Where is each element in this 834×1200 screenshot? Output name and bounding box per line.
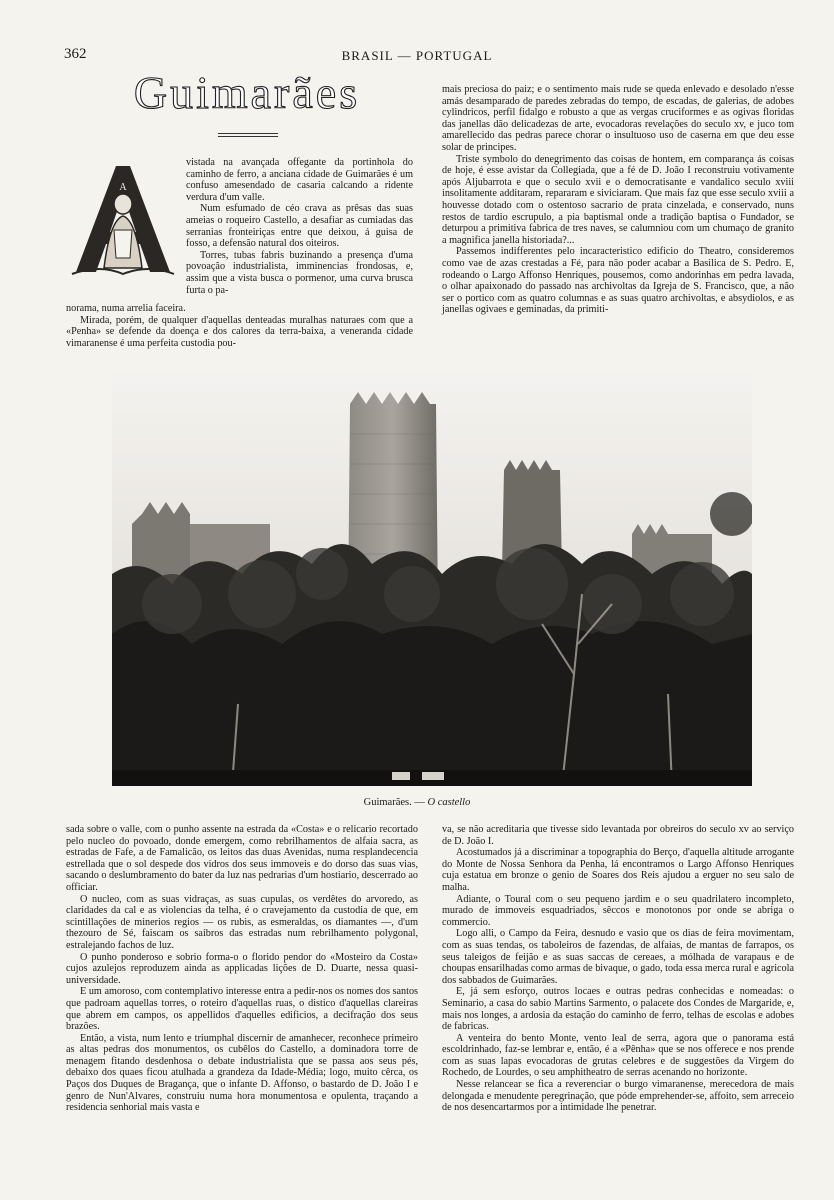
right-column-top (442, 84, 794, 316)
intro-text-wrapped (186, 157, 413, 296)
paragraph: Passemos indifferentes pelo incaracteristico edificio do Theatro, consideremos como vae de azas crestadas a Fé, para não poder acabar a Basilica de S. Pedro. E, rodeando o Largo Affonso Henriques, pousemos, como andorinhas em pedra lavada, o olhar apaixonado do passado nas archivoltas da Igreja de S. Francisco, que, a não ser o portico com as quatro columnas e as suas quatro archivoltas, e absydiolos, e as janellas ogivaes e geminadas, da primiti- (442, 246, 794, 316)
paragraph: Triste symbolo do denegrimento das coisas de hontem, em comparança ás coisas de hoje, é esse avistar da Collegiada, que a fé de D. João I reconstruiu votivamente após Aljubarrota e que o seculo xvii e o democratisante e vandalico seculo xviii insolitamente additaram, repararam e siviciaram. Que mais faz que esse seculo xviii a houvesse dotado com o ostentoso sacrario de prata cinzelada, e conservado, nuns restos de tardio escrupulo, a pia baptismal onde a tradição baptisa o Fundador, se deturpou a primitiva fabrica de tres naves, se calumniou com um chumaço de granito a magnifica janella historiada?... (442, 153, 794, 246)
paragraph: Num esfumado de céo crava as prêsas das suas ameias o roqueiro Castello, a desafiar as cumiadas das serranias fronteiriças entre que deixou, á guisa de fosso, a defensão natural dos oiteiros. (186, 203, 413, 250)
paragraph: sada sobre o valle, com o punho assente na estrada da «Costa» e o relicario recortado pelo nucleo do povoado, donde emergem, como rebrilhamentos de alfaia sacra, as estradas de Fafe, a de Famalicão, os leitos das duas Avenidas, numa resplandecencia estrellada que o sol despede dos vidros dos seus immoveis e do dorso das suas vias, sacando o deslumbramento do bater da luz nas pedrarias d'um hostiario, descerrado ao officiar. (66, 824, 418, 893)
paragraph: va, se não acreditaria que tivesse sido levantada por obreiros do seculo xv ao serviço de D. João I. (442, 824, 794, 847)
page-number: 362 (64, 46, 87, 62)
paragraph: O nucleo, com as suas vidraças, as suas cupulas, os verdêtes do arvoredo, as claridades da cal e as violencias da telha, é o cravejamento da custodia de que, em scintillações de minerios regios — os rubis, as esmeraldas, os diamantes —, d'um thezouro de Sé, faiscam os saibros das estradas num rebrilhamento polygonal, estralejando fachos de luz. (66, 893, 418, 951)
paragraph: Adiante, o Toural com o seu pequeno jardim e o seu quadrilatero incompleto, murado de immoveis esquadriados, sêccos e monotonos por onde se abriga o commercio. (442, 893, 794, 928)
paragraph: Então, a vista, num lento e triumphal discernir de amanhecer, reconhece primeiro as altas pedras dos monumentos, os cubêlos do Castello, a dominadora torre de menagem fitando desdenhosa o debate industrialista que se passa aos seus pés, debaixo dos quaes ficou atulhada a grandeza da Idade-Média; logo, muito cêrca, os Paços dos Duques de Bragança, que o infante D. Affonso, o bastardo de D. João I e genro de Nun'Alvares, construiu numa hora monumentosa e opulenta, traçando a residencia senhorial mais vasta e (66, 1032, 418, 1114)
running-header: BRASIL — PORTUGAL (341, 48, 493, 63)
caption-place: Guimarães. — (363, 797, 425, 808)
paragraph: O punho ponderoso e sobrio forma-o o florido pendor do «Mosteiro da Costa» cujos azulejos reproduzem ainda as applicadas lições de D. Duarte, nessa quasi-universidade. (66, 951, 418, 986)
right-column-bottom (442, 824, 794, 1114)
paragraph: Mirada, porém, de qualquer d'aquellas denteadas muralhas naturaes com que a «Penha» se defende da doença e dos calores da terra-baixa, a veneranda cidade vimaranense é uma perfeita custodia pou- (66, 314, 413, 349)
castle-photograph (112, 374, 752, 786)
drop-cap-illustration (70, 160, 176, 280)
title-divider (218, 133, 278, 137)
intro-text-continued (66, 303, 413, 349)
paragraph: Acostumados já a discriminar a topographia do Berço, d'aquella altitude arrogante do Monte de Nossa Senhora da Penha, lá encontramos o Largo Affonso Henriques cuja estatua em bronze o genio de Soares dos Reis ajudou a erguer no seu salo de malha. (442, 847, 794, 893)
paragraph: E um amoroso, com contemplativo interesse entra a pedir-nos os nomes dos santos que padroam aquellas torres, o roteiro d'aquellas ruas, o distico d'aquellas clareiras que abrem em campos, os appellidos d'aquelles edificios, a decifração dos seus brazões. (66, 986, 418, 1033)
article-title: Guimarães (133, 67, 361, 118)
paragraph: vistada na avançada offegante da portinhola do caminho de ferro, a anciana cidade de Guimarães é um confuso amesendado de casaria calcando a ridente verdura d'um valle. (186, 157, 413, 203)
caption-subject: O castello (427, 797, 471, 808)
paragraph: Logo alli, o Campo da Feira, desnudo e vasio que os dias de feira movimentam, com as suas tendas, os taboleiros de fazendas, de alfaias, de mantas de farrapos, os seus taleigos de feijão e as suas saccas de cereaes, a mólhada de varapaus e de choupas ensarilhadas como armas de bivaque, o gado, toda essa merca rural e agricola dos sabbados de Guimarães. (442, 928, 794, 986)
paragraph: norama, numa arrelia faceira. (66, 303, 186, 314)
svg-text:A: A (119, 182, 127, 193)
paragraph: mais preciosa do paiz; e o sentimento mais rude se queda enlevado e desolado n'esse amás desamparado de paredes zebradas do tempo, de escadas, de galerias, de adobes cylindricos, perfil fidalgo e robusto a que as vergas cruciformes e as ogivas floridas das janellas dão delicadezas de arte, evocadoras revelações do seculo xv, e juco tom amarellecido das pedras parece chorar o insultuoso uso de caserna em que deu esse solar de principes. (442, 84, 794, 153)
left-column-bottom (66, 824, 418, 1114)
paragraph: Torres, tubas fabris buzinando a presença d'uma povoação industrialista, imminencias frondosas, e, assim que a vista busca o pormenor, uma curva brusca furta o pa- (186, 249, 413, 296)
paragraph: Nesse relancear se fica a reverenciar o burgo vimaranense, merecedora de mais delongada e menudente peregrinação, que póde emprehender-se, affoito, sem arreceio de nos desencartarmos por a intimidade lhe penetrar. (442, 1079, 794, 1114)
paragraph: E, já sem esforço, outros locaes e outras pedras conhecidas e nomeadas: o Seminario, a casa do sabio Martins Sarmento, o palacete dos Condes de Margaride, e, mais nos longes, a ardosia da estação do caminho de ferro, telhas de escolas e adobes de fabricas. (442, 986, 794, 1033)
photo-caption (0, 797, 834, 808)
paragraph: A venteira do bento Monte, vento leal de serra, agora que o panorama está escoldrinhado, faz-se lembrar e, então, é a «Pênha» que se nos offerece e nos prende com as suas lapas evocadoras de grutas celebres e de suggestões da Virgem do Rochedo, de Lourdes, o seu amphitheatro de serras acenando no horizonte. (442, 1032, 794, 1079)
